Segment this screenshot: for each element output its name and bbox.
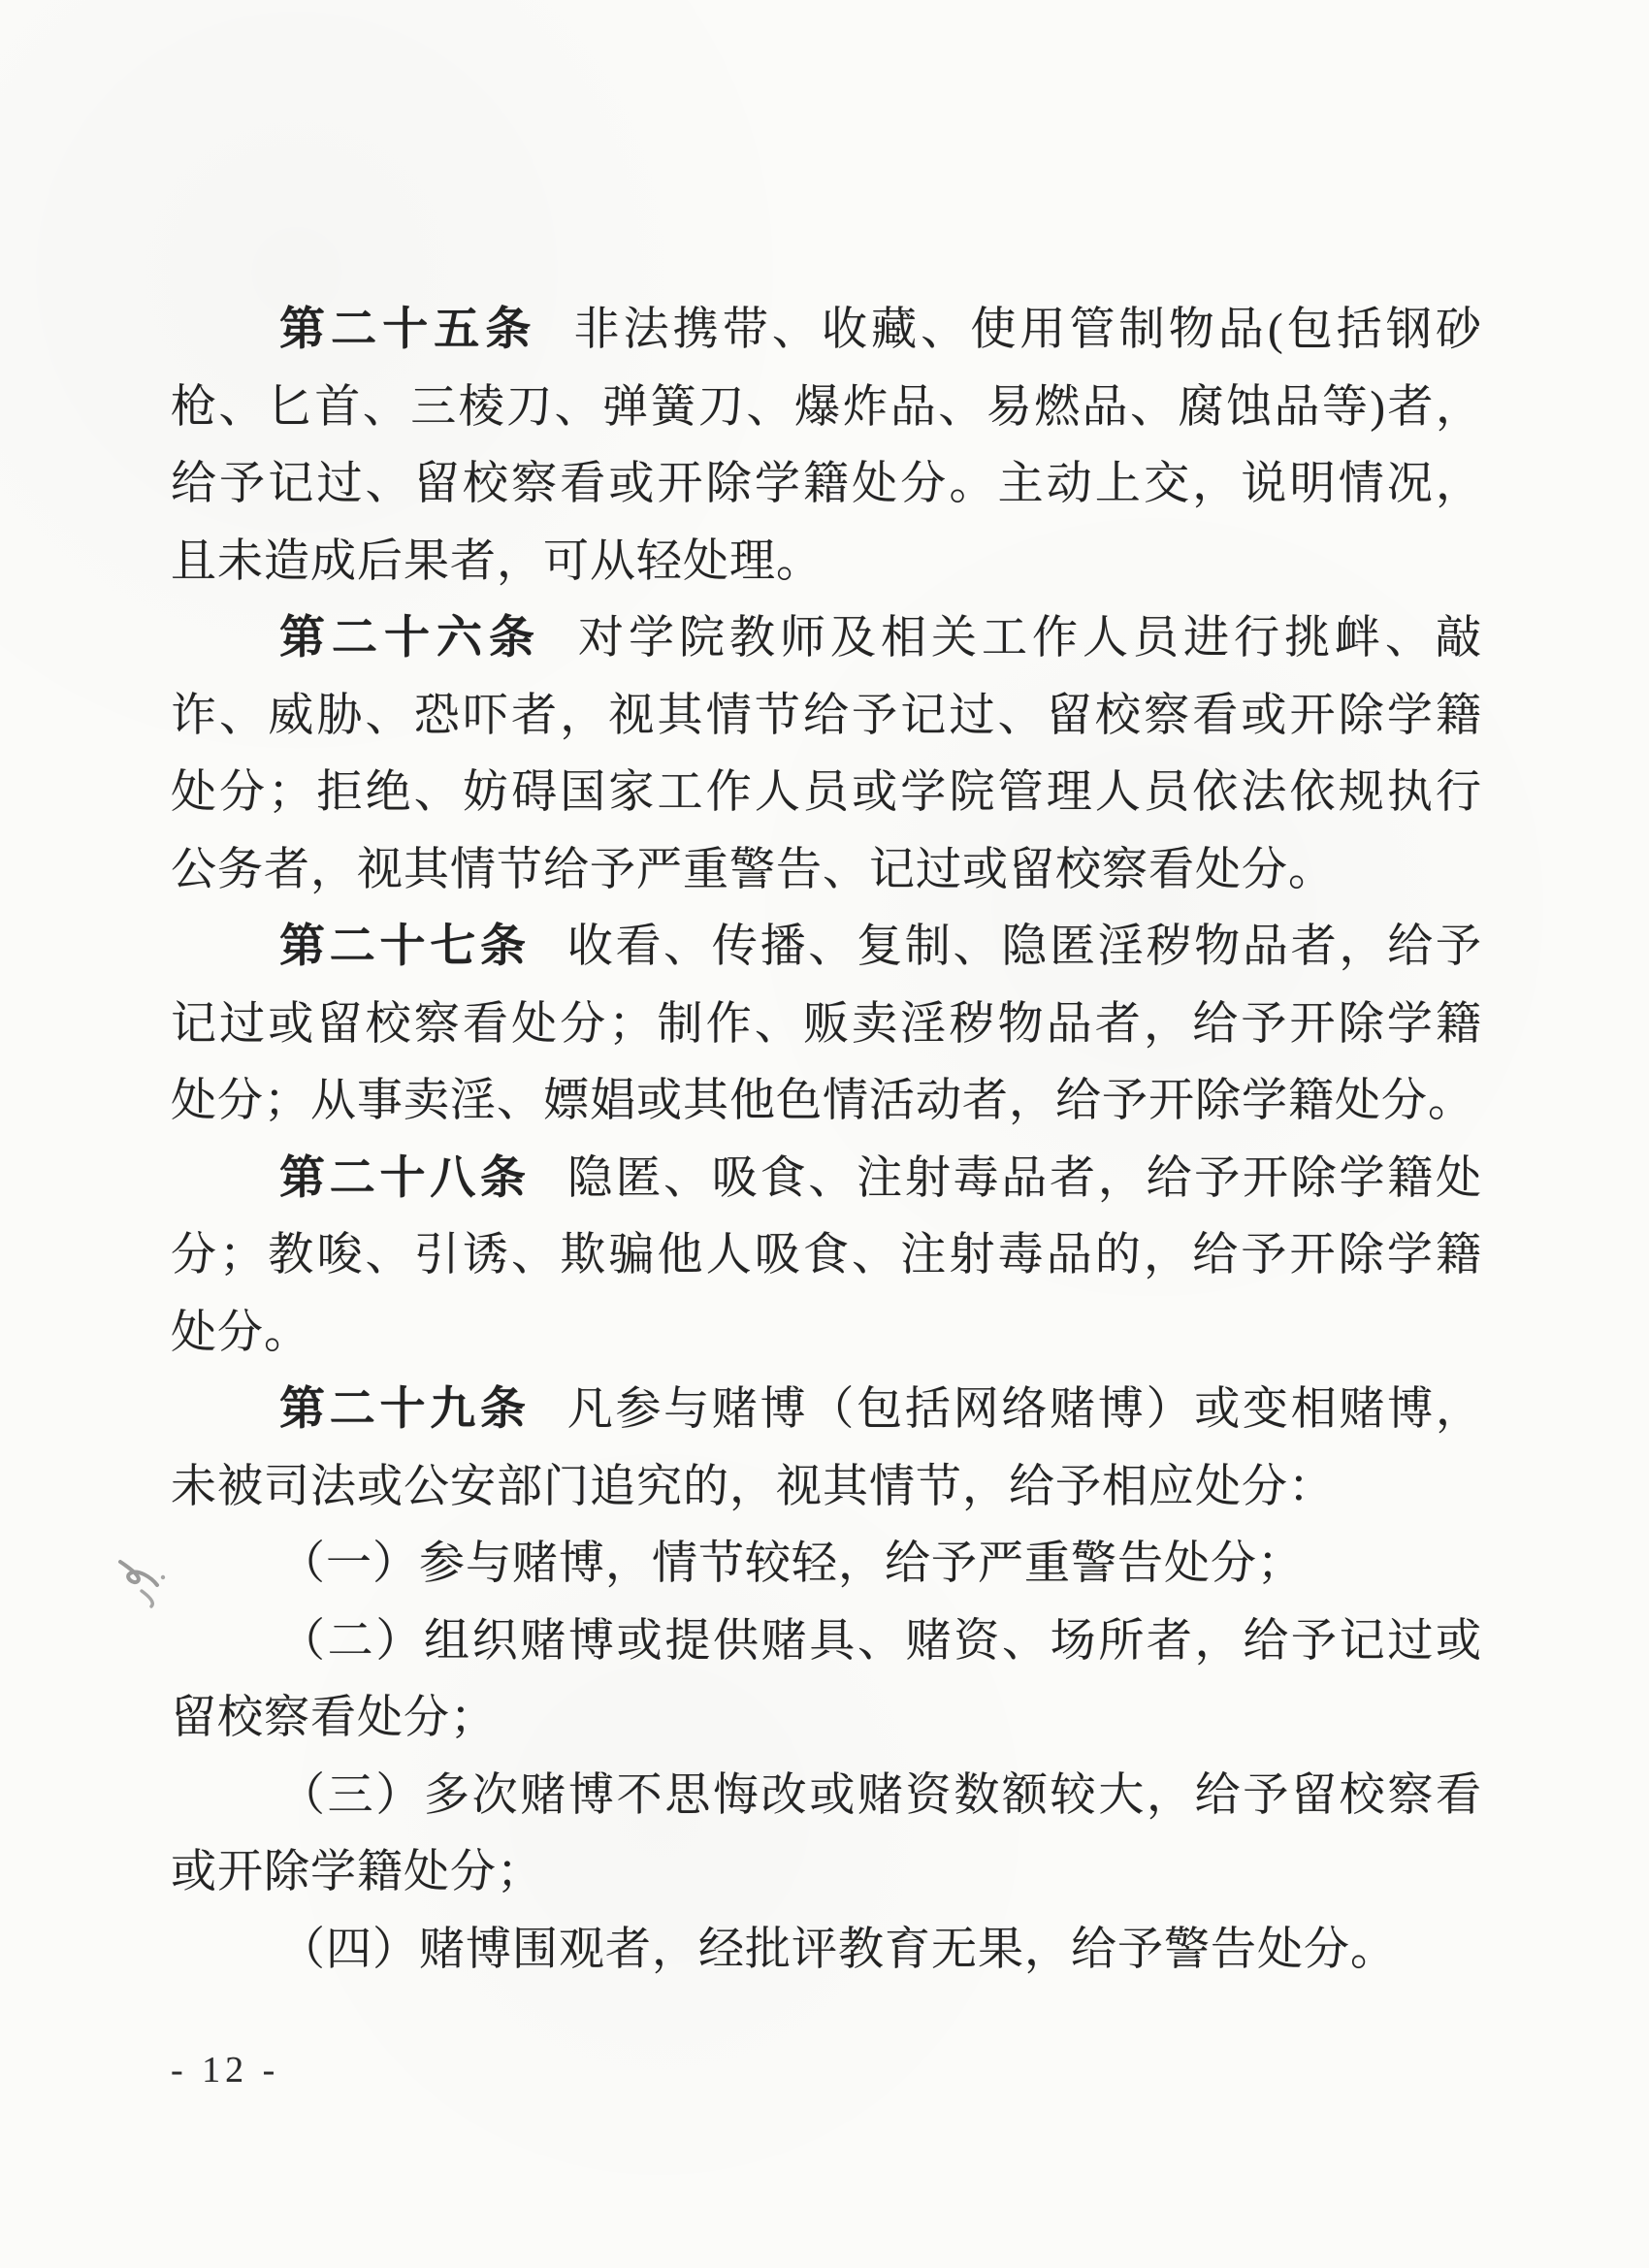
line-text: 分；教唆、引诱、欺骗他人吸食、注射毒品的，给予开除学籍 xyxy=(171,1230,1482,1280)
article-number: 第二十九条 xyxy=(279,1384,531,1435)
text-line xyxy=(171,292,1482,370)
line-text: 处分；从事卖淫、嫖娼或其他色情活动者，给予开除学籍处分。 xyxy=(171,1076,1474,1126)
line-text: 收看、传播、复制、隐匿淫秽物品者，给予 xyxy=(566,922,1483,972)
text-line xyxy=(171,909,1482,987)
article-number: 第二十七条 xyxy=(279,922,531,972)
text-line xyxy=(171,1912,1482,1990)
article-number: 第二十八条 xyxy=(279,1152,531,1204)
text-line xyxy=(171,755,1482,832)
text-line xyxy=(171,1604,1482,1681)
document-body xyxy=(171,292,1482,1989)
text-line xyxy=(171,1834,1482,1912)
line-text: 枪、匕首、三棱刀、弹簧刀、爆炸品、易燃品、腐蚀品等)者， xyxy=(171,381,1482,433)
line-text: 诈、威胁、恐吓者，视其情节给予记过、留校察看或开除学籍 xyxy=(171,690,1482,741)
line-text: 未被司法或公安部门追究的，视其情节，给予相应处分： xyxy=(171,1461,1335,1512)
line-text: 且未造成后果者，可从轻处理。 xyxy=(171,535,823,587)
article-number: 第二十六条 xyxy=(279,613,541,664)
line-text: 对学院教师及相关工作人员进行挑衅、敲 xyxy=(578,613,1482,664)
text-line xyxy=(171,1449,1482,1527)
text-line xyxy=(171,832,1482,910)
line-text: 公务者，视其情节给予严重警告、记过或留校察看处分。 xyxy=(171,844,1335,895)
line-text: （一）参与赌博，情节较轻，给予严重警告处分； xyxy=(279,1539,1304,1589)
line-text: 凡参与赌博（包括网络赌博）或变相赌博， xyxy=(566,1384,1483,1435)
text-line xyxy=(171,1295,1482,1373)
line-text: 隐匿、吸食、注射毒品者，给予开除学籍处 xyxy=(566,1152,1483,1204)
line-text: （三）多次赌博不思悔改或赌资数额较大，给予留校察看 xyxy=(279,1769,1482,1821)
text-line xyxy=(171,370,1482,447)
line-text: 处分；拒绝、妨碍国家工作人员或学院管理人员依法依规执行 xyxy=(171,767,1482,818)
text-line xyxy=(171,1141,1482,1218)
line-text: 留校察看处分； xyxy=(171,1693,497,1743)
text-line xyxy=(171,600,1482,678)
text-line xyxy=(171,1063,1482,1141)
article-number: 第二十五条 xyxy=(279,305,537,355)
text-line xyxy=(171,987,1482,1064)
line-text: 处分。 xyxy=(171,1307,310,1358)
line-text: 给予记过、留校察看或开除学籍处分。主动上交，说明情况， xyxy=(171,459,1482,509)
text-line xyxy=(171,1217,1482,1295)
page-number: - 12 - xyxy=(171,2050,280,2090)
text-line xyxy=(171,524,1482,601)
text-line xyxy=(171,1526,1482,1604)
text-line xyxy=(171,1372,1482,1449)
line-text: 非法携带、收藏、使用管制物品(包括钢砂 xyxy=(573,305,1483,355)
line-text: （四）赌博围观者，经批评教育无果，给予警告处分。 xyxy=(279,1924,1397,1975)
text-line xyxy=(171,678,1482,756)
line-text: 或开除学籍处分； xyxy=(171,1847,543,1897)
line-text: 记过或留校察看处分；制作、贩卖淫秽物品者，给予开除学籍 xyxy=(171,998,1482,1050)
text-line xyxy=(171,1758,1482,1835)
text-line xyxy=(171,446,1482,524)
line-text: （二）组织赌博或提供赌具、赌资、场所者，给予记过或 xyxy=(279,1615,1482,1667)
text-line xyxy=(171,1680,1482,1758)
